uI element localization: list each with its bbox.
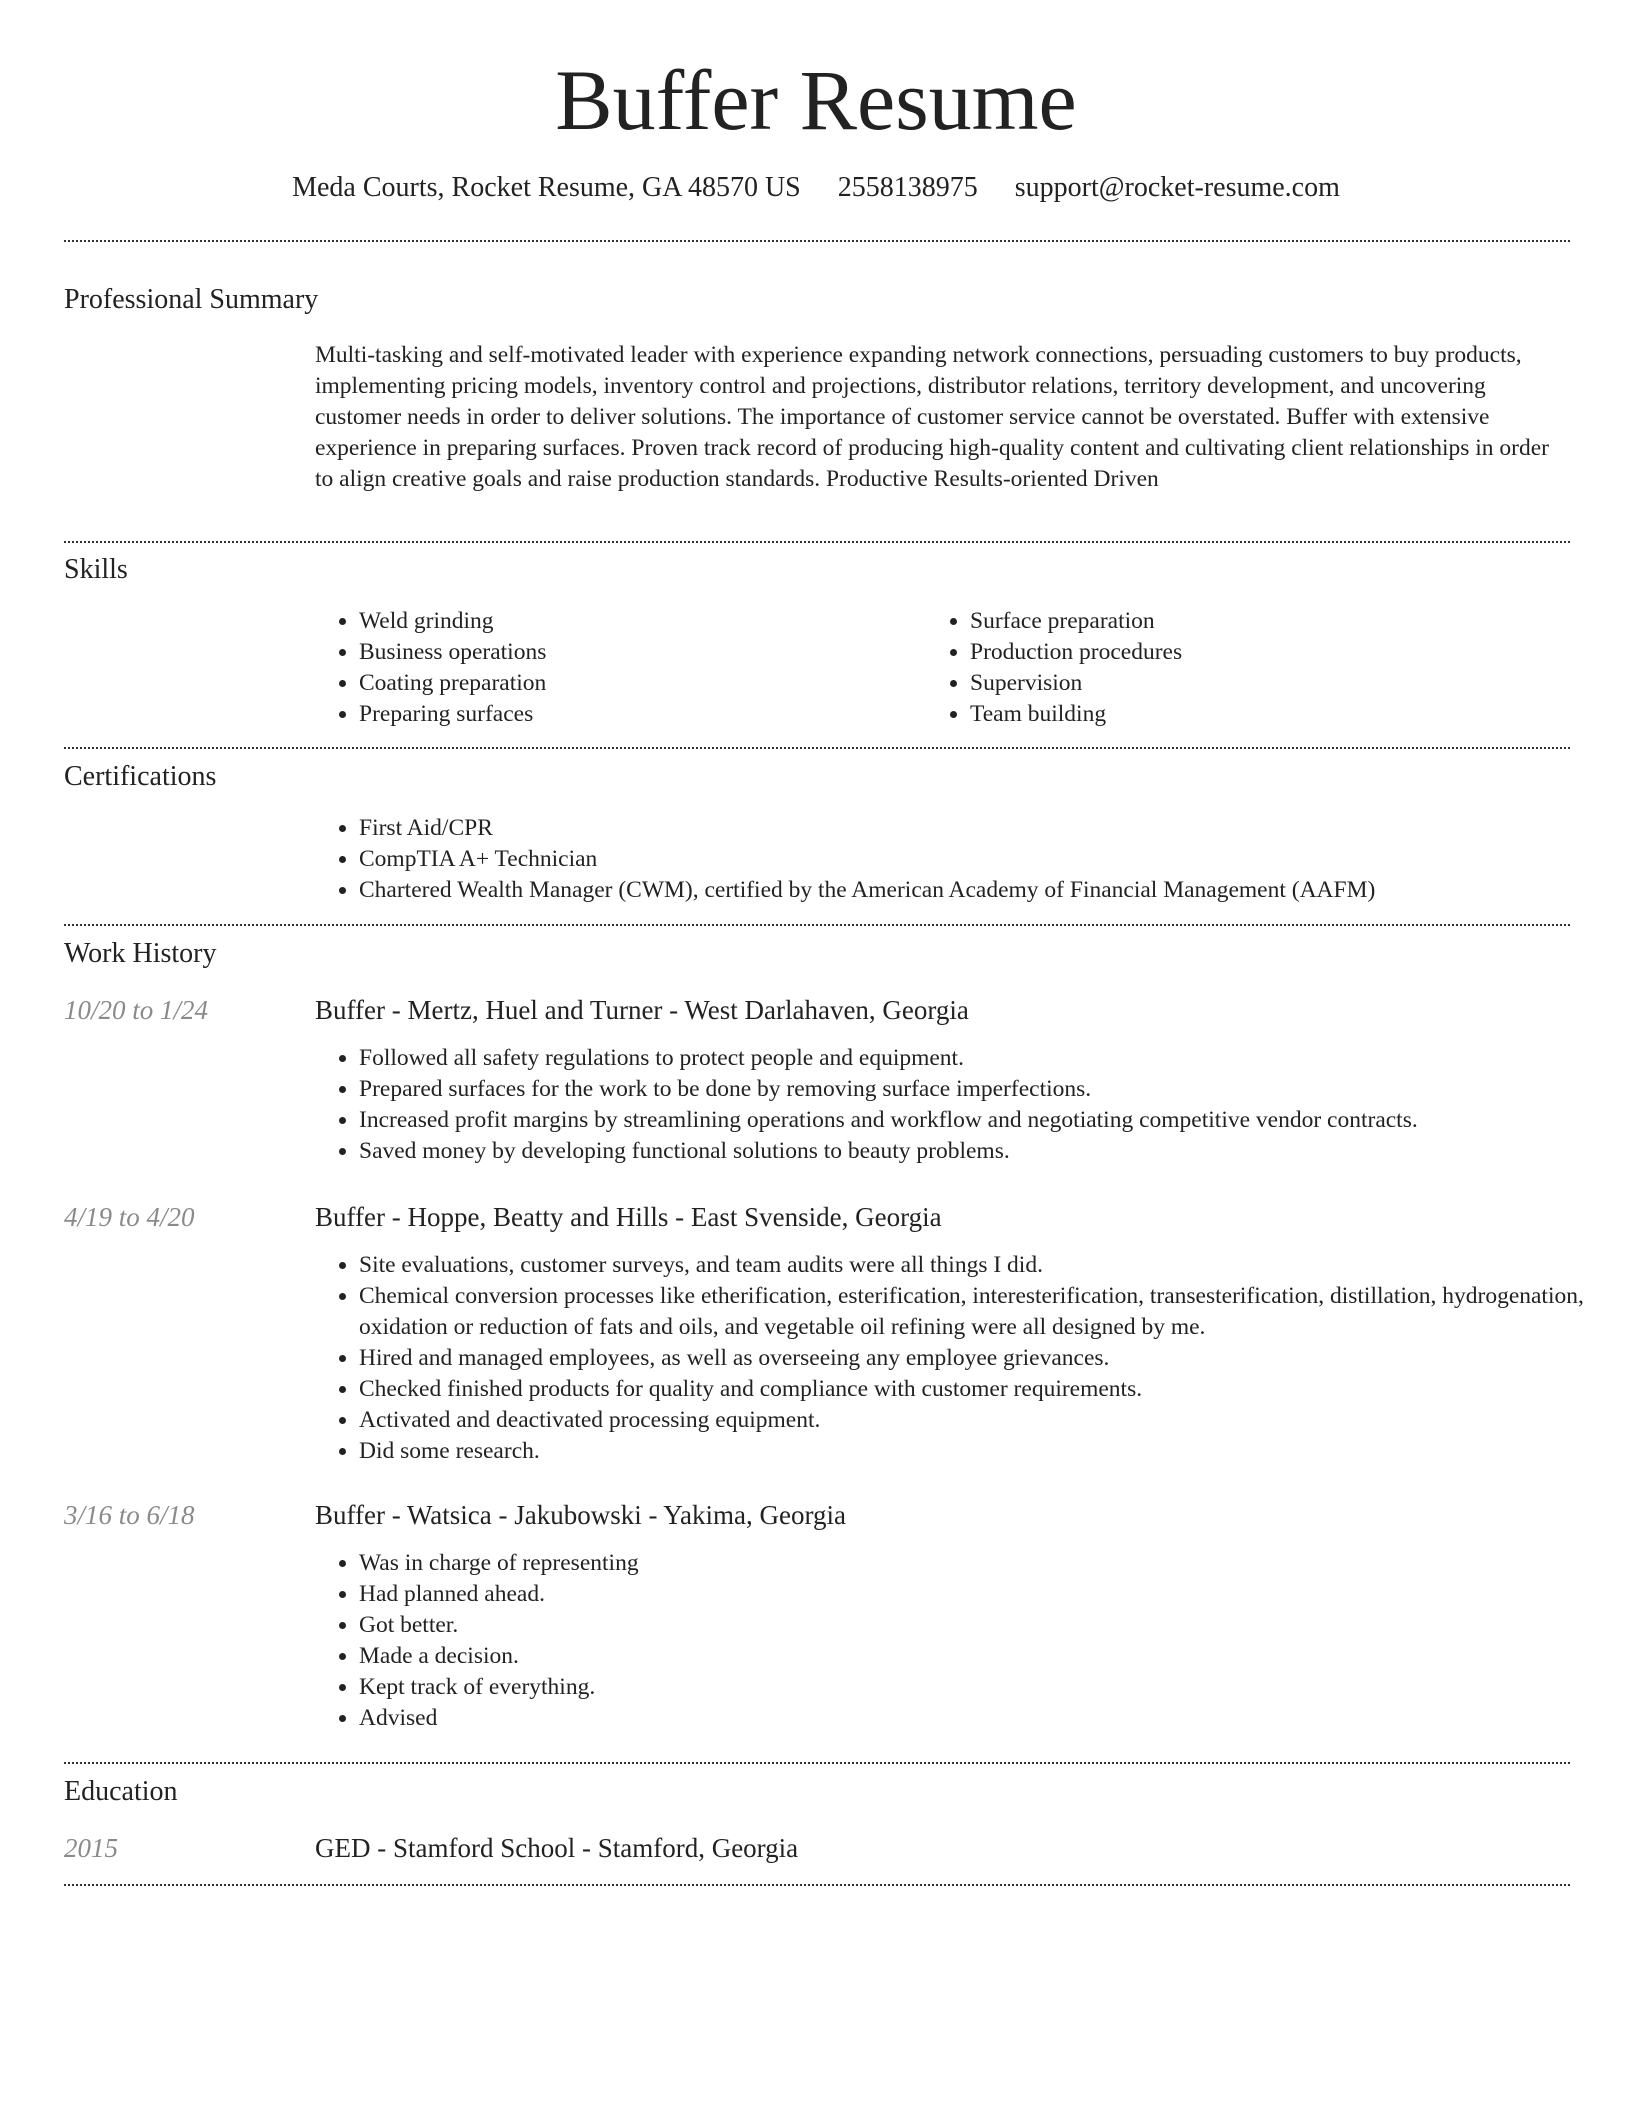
job-bullet: • Checked finished products for quality and compliance with customer requirements.: [359, 1374, 1615, 1405]
divider: [64, 747, 1570, 749]
contact-email: support@rocket-resume.com: [1014, 172, 1340, 203]
job-bullet: • Got better.: [359, 1610, 1615, 1641]
education-heading: Education: [64, 1776, 178, 1807]
divider: [64, 924, 1570, 926]
job-bullet: • Had planned ahead.: [359, 1579, 1615, 1610]
divider: [64, 1884, 1570, 1886]
job-title: Buffer - Mertz, Huel and Turner - West Darlahaven, Georgia: [315, 995, 969, 1025]
certification-item: • First Aid/CPR: [359, 813, 1615, 844]
summary-text: Multi-tasking and self-motivated leader with experience expanding network connections, persuading customers to buy products, implementing pricing models, inventory control and projections, distributor relations, territory development, and uncovering customer needs in order to deliver solutions. The importance of customer service cannot be overstated. Buffer with extensive experience in preparing surfaces. Proven track record of producing high-quality content and cultivating client relationships in order to align creative goals and raise production standards. Productive Results-oriented Driven: [315, 342, 1549, 492]
skills-heading: Skills: [64, 554, 128, 585]
job-bullet: • Kept track of everything.: [359, 1672, 1615, 1703]
skill-item: • Weld grinding: [359, 606, 919, 637]
resume-name: Buffer Resume: [555, 52, 1077, 148]
job-bullet: • Site evaluations, customer surveys, and team audits were all things I did.: [359, 1250, 1615, 1281]
certification-item: • CompTIA A+ Technician: [359, 844, 1615, 875]
job-bullet: • Did some research.: [359, 1436, 1615, 1467]
skill-item: • Supervision: [970, 668, 1570, 699]
job-title: Buffer - Watsica - Jakubowski - Yakima, Georgia: [315, 1500, 846, 1530]
skill-item: • Team building: [970, 699, 1570, 730]
job-bullet: • Hired and managed employees, as well as overseeing any employee grievances.: [359, 1343, 1615, 1374]
job-dates: 10/20 to 1/24: [64, 995, 209, 1025]
job-bullets: [315, 1548, 1615, 1734]
job-bullet: • Increased profit margins by streamlining operations and workflow and negotiating competitive vendor contracts.: [359, 1105, 1615, 1136]
skill-item: • Surface preparation: [970, 606, 1570, 637]
job-bullets: [315, 1250, 1615, 1467]
job-dates: 3/16 to 6/18: [64, 1500, 195, 1530]
job-bullet: • Was in charge of representing: [359, 1548, 1615, 1579]
work-heading: Work History: [64, 938, 217, 969]
job-bullet: • Chemical conversion processes like etherification, esterification, interesterification, transesterification, distillation, hydrogenation, oxidation or reduction of fats and oils, and vegetable oil refining were all designed by me.: [359, 1281, 1615, 1343]
certifications-heading: Certifications: [64, 761, 217, 792]
job-bullet: • Followed all safety regulations to protect people and equipment.: [359, 1043, 1615, 1074]
skills-list-left: [315, 606, 919, 730]
skill-item: • Production procedures: [970, 637, 1570, 668]
education-year: 2015: [64, 1833, 118, 1863]
education-title: GED - Stamford School - Stamford, Georgia: [315, 1833, 799, 1863]
contact-phone: 2558138975: [837, 172, 978, 203]
contact-address: Meda Courts, Rocket Resume, GA 48570 US: [292, 172, 801, 203]
divider: [64, 240, 1570, 242]
job-title: Buffer - Hoppe, Beatty and Hills - East Svenside, Georgia: [315, 1202, 942, 1232]
job-bullet: • Saved money by developing functional solutions to beauty problems.: [359, 1136, 1615, 1167]
summary-heading: Professional Summary: [64, 284, 319, 315]
skill-item: • Business operations: [359, 637, 919, 668]
skill-item: • Coating preparation: [359, 668, 919, 699]
job-bullet: • Prepared surfaces for the work to be done by removing surface imperfections.: [359, 1074, 1615, 1105]
contact-line: [0, 168, 1632, 208]
job-bullets: [315, 1043, 1615, 1167]
certifications-list: [315, 813, 1615, 906]
divider: [64, 541, 1570, 543]
divider: [64, 1762, 1570, 1764]
job-dates: 4/19 to 4/20: [64, 1202, 195, 1232]
job-bullet: • Advised: [359, 1703, 1615, 1734]
certification-item: • Chartered Wealth Manager (CWM), certified by the American Academy of Financial Management (AAFM): [359, 875, 1615, 906]
skills-list-right: [926, 606, 1570, 730]
skill-item: • Preparing surfaces: [359, 699, 919, 730]
job-bullet: • Activated and deactivated processing equipment.: [359, 1405, 1615, 1436]
job-bullet: • Made a decision.: [359, 1641, 1615, 1672]
